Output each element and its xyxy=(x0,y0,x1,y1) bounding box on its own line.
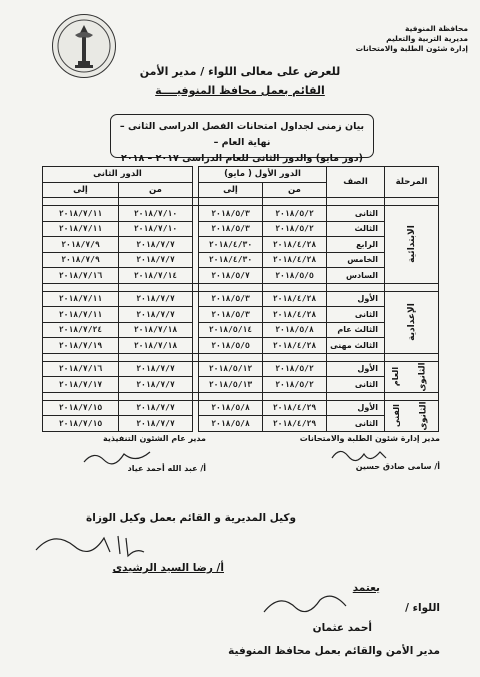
round2-from-cell: ٢٠١٨/٧/٧ xyxy=(119,307,193,323)
students-affairs-title: مدير إدارة شئون الطلبة والامتحانات xyxy=(299,434,440,443)
round1-from-cell: ٢٠١٨/٥/٢ xyxy=(263,221,327,237)
group-gap xyxy=(43,198,439,206)
gap-cell xyxy=(199,392,263,400)
approval-word: يعتمد xyxy=(352,582,380,594)
table-row xyxy=(43,338,439,354)
round1-from-cell: ٢٠١٨/٤/٢٨ xyxy=(263,291,327,307)
ministry-header xyxy=(355,24,468,54)
gap-cell xyxy=(263,392,327,400)
grade-cell: الثالث xyxy=(327,221,385,237)
grade-cell: الخامس xyxy=(327,252,385,268)
gap-cell xyxy=(327,353,385,361)
gap-cell xyxy=(43,392,119,400)
gap-cell xyxy=(327,198,385,206)
table-row xyxy=(43,221,439,237)
ministry-line-3: إدارة شئون الطلبة والامتحانات xyxy=(355,44,468,53)
round1-to-cell: ٢٠١٨/٥/٨ xyxy=(199,416,263,432)
round2-from-cell: ٢٠١٨/٧/١٨ xyxy=(119,322,193,338)
round1-to-cell: ٢٠١٨/٥/٧ xyxy=(199,268,263,284)
stage-label-wrap xyxy=(385,400,438,431)
round2-from-cell: ٢٠١٨/٧/١٨ xyxy=(119,338,193,354)
spacer-cell xyxy=(193,361,199,377)
table-row xyxy=(43,416,439,432)
title-line-1: بيان زمنى لجداول امتحانات الفصل الدراسى الثانى – نهاية العام – xyxy=(119,121,365,148)
gap-cell xyxy=(119,283,193,291)
round2-to-cell: ٢٠١٨/٧/١١ xyxy=(43,307,119,323)
round1-to-cell: ٢٠١٨/٤/٣٠ xyxy=(199,252,263,268)
round1-from-cell: ٢٠١٨/٤/٢٩ xyxy=(263,416,327,432)
round1-to-cell: ٢٠١٨/٥/٣ xyxy=(199,291,263,307)
spacer-cell xyxy=(193,307,199,323)
gap-cell xyxy=(385,283,439,291)
round1-from-cell: ٢٠١٨/٥/٢ xyxy=(263,361,327,377)
deputy-name: أ/ رضا السيد الرشيدى xyxy=(112,562,224,574)
table-row xyxy=(43,291,439,307)
stage-label: الإعدادية xyxy=(406,303,417,341)
table-row xyxy=(43,361,439,377)
stage-cell xyxy=(385,291,439,353)
round2-to-cell: ٢٠١٨/٧/٢٤ xyxy=(43,322,119,338)
deputy-title: وكيل المديرية و القائم بعمل وكيل الوزاة xyxy=(86,512,296,524)
stage-label: الابتدائية xyxy=(406,225,417,264)
spacer-cell xyxy=(193,400,199,416)
students-affairs-name: أ/ سامى صادق حسين xyxy=(355,462,440,471)
round2-to-cell: ٢٠١٨/٧/١٦ xyxy=(43,361,119,377)
grade-cell: الثانى xyxy=(327,416,385,432)
spacer-cell xyxy=(193,291,199,307)
table-row xyxy=(43,377,439,393)
round2-from-cell: ٢٠١٨/٧/١٠ xyxy=(119,221,193,237)
round1-to-cell: ٢٠١٨/٥/٣ xyxy=(199,221,263,237)
gap-cell xyxy=(199,283,263,291)
gap-cell xyxy=(327,283,385,291)
header-r2-from: من xyxy=(119,182,193,198)
header-stage: المرحلة xyxy=(385,167,439,198)
signature-scribble xyxy=(30,528,150,564)
gap-cell xyxy=(119,353,193,361)
signature-scribble xyxy=(260,588,350,618)
header-round-2: الدور الثانى xyxy=(43,167,193,183)
round2-to-cell: ٢٠١٨/٧/١٩ xyxy=(43,338,119,354)
spacer-cell xyxy=(193,322,199,338)
spacer-cell xyxy=(193,416,199,432)
grade-cell: الرابع xyxy=(327,237,385,253)
round1-to-cell: ٢٠١٨/٥/١٤ xyxy=(199,322,263,338)
document-title-box xyxy=(110,114,374,164)
table-row xyxy=(43,322,439,338)
table-row xyxy=(43,237,439,253)
round2-to-cell: ٢٠١٨/٧/١١ xyxy=(43,291,119,307)
round2-from-cell: ٢٠١٨/٧/٧ xyxy=(119,377,193,393)
group-gap xyxy=(43,392,439,400)
grade-cell: الثانى xyxy=(327,377,385,393)
gap-cell xyxy=(43,353,119,361)
grade-cell: الأول xyxy=(327,361,385,377)
grade-cell: الثانى xyxy=(327,307,385,323)
round2-to-cell: ٢٠١٨/٧/١٧ xyxy=(43,377,119,393)
gap-cell xyxy=(193,283,199,291)
addressee-title: القائم بعمل محافظ المنوفيــــة xyxy=(155,84,325,97)
round1-from-cell: ٢٠١٨/٤/٢٨ xyxy=(263,252,327,268)
stage-cell xyxy=(385,361,439,392)
spacer-cell xyxy=(193,377,199,393)
gap-cell xyxy=(43,198,119,206)
general-position: مدير الأمن والقائم بعمل محافظ المنوفية xyxy=(228,645,440,657)
gap-cell xyxy=(385,353,439,361)
executive-affairs-name: أ/ عبد الله أحمد عياد xyxy=(127,464,206,473)
spacer-cell xyxy=(193,268,199,284)
ministry-line-1: محافظة المنوفية xyxy=(405,24,468,33)
gap-cell xyxy=(193,392,199,400)
general-name: أحمد عثمان xyxy=(312,622,372,634)
round2-from-cell: ٢٠١٨/٧/٧ xyxy=(119,252,193,268)
round1-from-cell: ٢٠١٨/٤/٢٨ xyxy=(263,237,327,253)
round1-to-cell: ٢٠١٨/٥/٥ xyxy=(199,338,263,354)
round2-to-cell: ٢٠١٨/٧/٩ xyxy=(43,237,119,253)
spacer-cell xyxy=(193,206,199,222)
title-line-2: (دور مايو) والدور الثانى للعام الدراسى ٢٠١٧ – ٢٠١٨ xyxy=(121,153,363,164)
spacer-cell xyxy=(193,237,199,253)
grade-cell: الثانى xyxy=(327,206,385,222)
round1-to-cell: ٢٠١٨/٤/٣٠ xyxy=(199,237,263,253)
spacer-cell xyxy=(193,221,199,237)
round1-to-cell: ٢٠١٨/٥/٣ xyxy=(199,307,263,323)
stage-label-wrap xyxy=(385,361,438,392)
gap-cell xyxy=(119,198,193,206)
round2-from-cell: ٢٠١٨/٧/٧ xyxy=(119,291,193,307)
addressee-line: للعرض على معالى اللواء / مدير الأمن xyxy=(139,65,341,78)
gap-cell xyxy=(385,392,439,400)
gap-cell xyxy=(199,353,263,361)
round1-from-cell: ٢٠١٨/٥/٨ xyxy=(263,322,327,338)
round2-to-cell: ٢٠١٨/٧/٩ xyxy=(43,252,119,268)
round1-to-cell: ٢٠١٨/٥/٣ xyxy=(199,206,263,222)
round1-from-cell: ٢٠١٨/٤/٢٩ xyxy=(263,400,327,416)
round1-from-cell: ٢٠١٨/٥/٥ xyxy=(263,268,327,284)
round2-from-cell: ٢٠١٨/٧/٧ xyxy=(119,416,193,432)
grade-cell: الثالث عام xyxy=(327,322,385,338)
header-row xyxy=(43,167,439,183)
gap-cell xyxy=(263,198,327,206)
general-rank: اللواء / xyxy=(405,602,440,614)
exam-schedule-table xyxy=(42,166,439,432)
table-row xyxy=(43,268,439,284)
group-gap xyxy=(43,283,439,291)
header-grade: الصف xyxy=(327,167,385,198)
header-r1-from: من xyxy=(263,182,327,198)
round2-from-cell: ٢٠١٨/٧/٧ xyxy=(119,237,193,253)
round2-from-cell: ٢٠١٨/٧/٧ xyxy=(119,361,193,377)
stage-cell xyxy=(385,206,439,284)
gap-cell xyxy=(263,283,327,291)
stage-label: الثانوى xyxy=(417,361,428,392)
round1-to-cell: ٢٠١٨/٥/١٣ xyxy=(199,377,263,393)
stage-label: الثانوى xyxy=(418,400,429,431)
gap-cell xyxy=(193,353,199,361)
round1-from-cell: ٢٠١٨/٥/٢ xyxy=(263,206,327,222)
round2-from-cell: ٢٠١٨/٧/١٠ xyxy=(119,206,193,222)
executive-affairs-title: مدير عام الشئون التنفيذية xyxy=(102,434,206,443)
gap-cell xyxy=(385,198,439,206)
spacer-cell xyxy=(193,338,199,354)
group-gap xyxy=(43,353,439,361)
round1-from-cell: ٢٠١٨/٤/٢٨ xyxy=(263,307,327,323)
stage-sub-label: الفنى xyxy=(391,404,401,427)
header-r2-to: إلى xyxy=(43,182,119,198)
round1-to-cell: ٢٠١٨/٥/٨ xyxy=(199,400,263,416)
gap-cell xyxy=(263,353,327,361)
ministry-line-2: مديرية التربية والتعليم xyxy=(386,34,468,43)
gap-cell xyxy=(43,283,119,291)
grade-cell: السادس xyxy=(327,268,385,284)
table-row xyxy=(43,252,439,268)
grade-cell: الأول xyxy=(327,291,385,307)
gap-cell xyxy=(199,198,263,206)
gap-cell xyxy=(119,392,193,400)
stage-cell xyxy=(385,400,439,431)
header-round-1: الدور الأول ( مايو) xyxy=(199,167,327,183)
table-row xyxy=(43,206,439,222)
header-r1-to: إلى xyxy=(199,182,263,198)
round2-to-cell: ٢٠١٨/٧/١١ xyxy=(43,206,119,222)
gap-cell xyxy=(327,392,385,400)
round1-from-cell: ٢٠١٨/٥/٢ xyxy=(263,377,327,393)
grade-cell: الثالث مهنى xyxy=(327,338,385,354)
round2-to-cell: ٢٠١٨/٧/١١ xyxy=(43,221,119,237)
round1-to-cell: ٢٠١٨/٥/١٢ xyxy=(199,361,263,377)
round2-from-cell: ٢٠١٨/٧/١٤ xyxy=(119,268,193,284)
table-row xyxy=(43,307,439,323)
gap-cell xyxy=(193,198,199,206)
round2-from-cell: ٢٠١٨/٧/٧ xyxy=(119,400,193,416)
spacer-cell xyxy=(193,252,199,268)
grade-cell: الأول xyxy=(327,400,385,416)
table-row xyxy=(43,400,439,416)
round2-to-cell: ٢٠١٨/٧/١٦ xyxy=(43,268,119,284)
round2-to-cell: ٢٠١٨/٧/١٥ xyxy=(43,400,119,416)
round2-to-cell: ٢٠١٨/٧/١٥ xyxy=(43,416,119,432)
stage-sub-label: العام xyxy=(391,366,401,387)
round1-from-cell: ٢٠١٨/٤/٢٨ xyxy=(263,338,327,354)
